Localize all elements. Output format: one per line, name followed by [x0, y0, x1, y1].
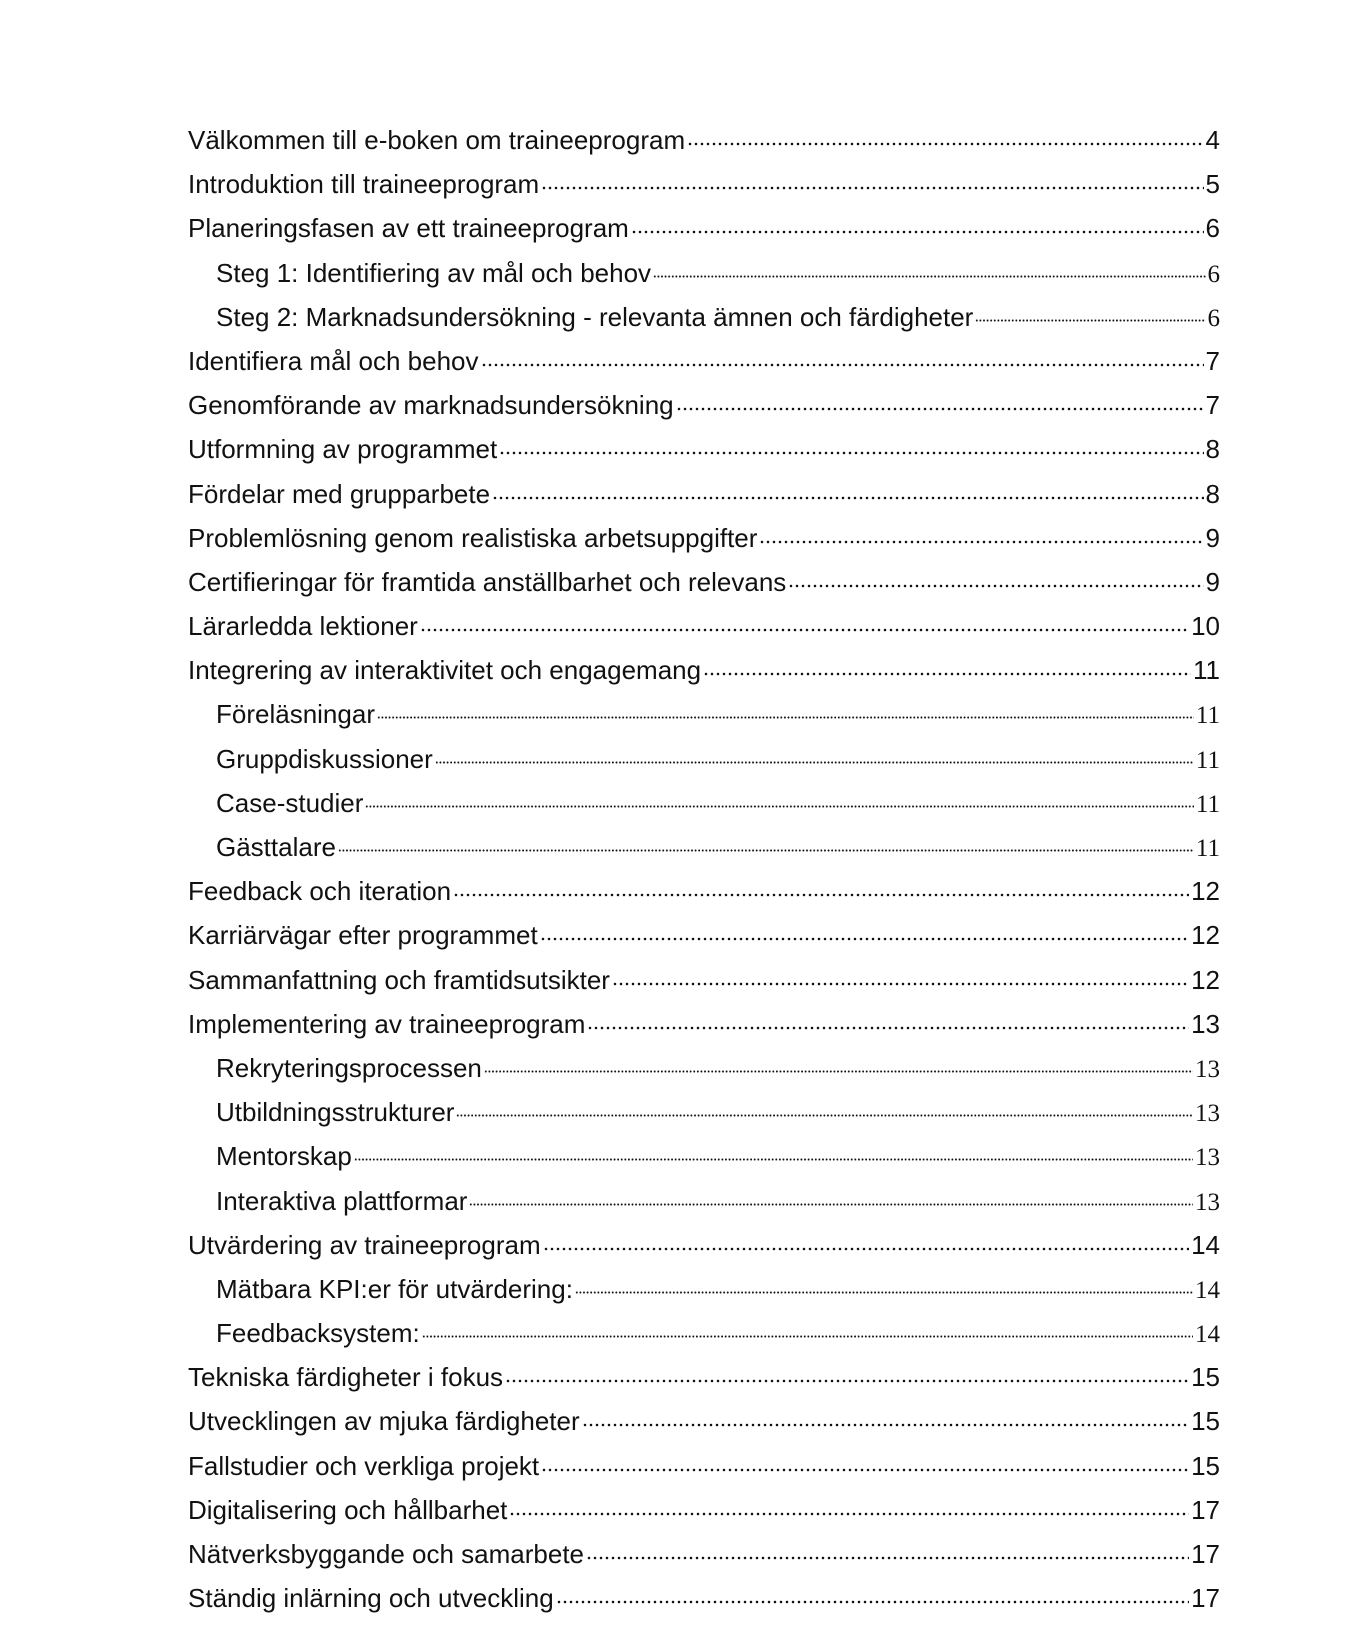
dot-leader — [582, 1423, 1189, 1427]
dot-leader — [687, 142, 1203, 146]
toc-entry[interactable] — [188, 118, 1220, 162]
toc-entry-page-number: 8 — [1205, 434, 1220, 465]
toc-entry[interactable] — [188, 1134, 1220, 1178]
toc-entry-title: Utformning av programmet — [188, 434, 498, 465]
toc-entry-title: Feedbacksystem: — [216, 1318, 420, 1349]
dot-leader — [377, 716, 1194, 719]
toc-entry-title: Mätbara KPI:er för utvärdering: — [216, 1273, 573, 1304]
toc-entry[interactable] — [188, 339, 1220, 383]
toc-entry[interactable] — [188, 913, 1220, 957]
dot-leader — [631, 230, 1204, 234]
toc-entry[interactable] — [188, 560, 1220, 604]
table-of-contents — [188, 118, 1220, 1620]
toc-entry[interactable] — [188, 472, 1220, 516]
toc-entry[interactable] — [188, 1488, 1220, 1532]
toc-entry-page-number: 9 — [1205, 522, 1220, 553]
toc-entry[interactable] — [188, 1002, 1220, 1046]
toc-entry[interactable] — [188, 1267, 1220, 1311]
toc-entry-title: Steg 1: Identifiering av mål och behov — [216, 257, 652, 288]
toc-entry[interactable] — [188, 1046, 1220, 1090]
dot-leader — [509, 1512, 1189, 1516]
dot-leader — [975, 319, 1205, 322]
dot-leader — [338, 849, 1194, 852]
toc-entry-page-number: 10 — [1191, 611, 1220, 642]
toc-entry-title: Karriärvägar efter programmet — [188, 920, 538, 951]
toc-entry-page-number: 14 — [1195, 1321, 1220, 1349]
toc-entry-title: Case-studier — [216, 787, 364, 818]
toc-entry[interactable] — [188, 1355, 1220, 1399]
toc-entry[interactable] — [188, 1179, 1220, 1223]
toc-entry-page-number: 6 — [1207, 304, 1220, 332]
toc-entry-title: Steg 2: Marknadsundersökning - relevanta ämnen och färdigheter — [216, 301, 974, 332]
dot-leader — [456, 1114, 1193, 1117]
toc-entry-title: Rekryteringsprocessen — [216, 1052, 482, 1083]
toc-entry[interactable] — [188, 781, 1220, 825]
toc-entry-title: Digitalisering och hållbarhet — [188, 1494, 508, 1525]
toc-entry-page-number: 11 — [1195, 702, 1220, 730]
dot-leader — [788, 584, 1203, 588]
dot-leader — [492, 496, 1203, 500]
dot-leader — [653, 275, 1205, 278]
toc-entry-page-number: 15 — [1191, 1450, 1220, 1481]
toc-entry-title: Planeringsfasen av ett traineeprogram — [188, 213, 629, 244]
toc-entry-page-number: 15 — [1191, 1406, 1220, 1437]
toc-entry-page-number: 17 — [1191, 1494, 1220, 1525]
toc-entry-page-number: 9 — [1205, 566, 1220, 597]
dot-leader — [365, 805, 1194, 808]
toc-entry-title: Problemlösning genom realistiska arbetsuppgifter — [188, 522, 758, 553]
toc-entry[interactable] — [188, 1090, 1220, 1134]
dot-leader — [453, 893, 1189, 897]
toc-entry-title: Genomförande av marknadsundersökning — [188, 390, 674, 421]
toc-entry[interactable] — [188, 958, 1220, 1002]
toc-entry-title: Nätverksbyggande och samarbete — [188, 1539, 585, 1569]
toc-entry[interactable] — [188, 737, 1220, 781]
toc-entry-title: Utvärdering av traineeprogram — [188, 1229, 541, 1260]
dot-leader — [499, 451, 1203, 455]
toc-entry[interactable] — [188, 427, 1220, 471]
toc-entry-title: Fördelar med grupparbete — [188, 478, 491, 509]
toc-entry[interactable] — [188, 162, 1220, 206]
toc-entry-title: Feedback och iteration — [188, 876, 452, 907]
dot-leader — [676, 407, 1204, 411]
toc-entry-page-number: 6 — [1205, 213, 1220, 244]
toc-entry-page-number: 12 — [1191, 920, 1220, 951]
toc-entry-page-number: 7 — [1205, 345, 1220, 376]
toc-entry-title: Utvecklingen av mjuka färdigheter — [188, 1406, 580, 1437]
dot-leader — [586, 1556, 1189, 1560]
toc-entry-title: Certifieringar för framtida anställbarhet och relevans — [188, 566, 787, 597]
toc-entry-page-number: 11 — [1193, 655, 1220, 686]
toc-entry-page-number: 13 — [1195, 1100, 1220, 1128]
toc-entry-title: Lärarledda lektioner — [188, 611, 418, 642]
toc-entry-page-number: 8 — [1205, 478, 1220, 509]
toc-entry-page-number: 6 — [1207, 260, 1220, 288]
toc-entry-page-number: 13 — [1195, 1055, 1220, 1083]
toc-entry-page-number: 4 — [1205, 125, 1220, 155]
toc-entry-title: Fallstudier och verkliga projekt — [188, 1450, 540, 1481]
dot-leader — [354, 1158, 1193, 1161]
toc-entry-page-number: 12 — [1191, 876, 1220, 907]
toc-entry-title: Identifiera mål och behov — [188, 345, 479, 376]
toc-entry-page-number: 11 — [1195, 746, 1220, 774]
toc-entry-page-number: 13 — [1195, 1144, 1220, 1172]
dot-leader — [703, 672, 1191, 676]
toc-entry-page-number: 7 — [1205, 390, 1220, 421]
toc-entry-page-number: 13 — [1191, 1008, 1220, 1039]
toc-entry-page-number: 12 — [1191, 964, 1220, 995]
toc-entry-title: Gruppdiskussioner — [216, 743, 433, 774]
dot-leader — [541, 1468, 1189, 1472]
toc-entry[interactable] — [188, 206, 1220, 250]
dot-leader — [469, 1203, 1193, 1206]
toc-entry-title: Mentorskap — [216, 1141, 352, 1172]
toc-entry[interactable] — [188, 1311, 1220, 1355]
dot-leader — [541, 186, 1203, 190]
toc-entry-title: Ständig inlärning och utveckling — [188, 1583, 554, 1614]
toc-entry-page-number: 17 — [1191, 1583, 1220, 1614]
toc-entry-page-number: 14 — [1195, 1276, 1220, 1304]
dot-leader — [420, 628, 1189, 632]
toc-entry[interactable] — [188, 295, 1220, 339]
dot-leader — [505, 1379, 1189, 1383]
toc-entry-page-number: 13 — [1195, 1188, 1220, 1216]
dot-leader — [540, 937, 1189, 941]
toc-entry-title: Gästtalare — [216, 832, 336, 862]
toc-entry[interactable] — [188, 516, 1220, 560]
toc-entry[interactable] — [188, 251, 1220, 295]
toc-entry-title: Föreläsningar — [216, 699, 375, 730]
dot-leader — [481, 363, 1204, 367]
toc-entry-title: Sammanfattning och framtidsutsikter — [188, 964, 610, 995]
toc-entry[interactable] — [188, 604, 1220, 648]
dot-leader — [556, 1600, 1189, 1604]
toc-entry-title: Utbildningsstrukturer — [216, 1097, 455, 1128]
dot-leader — [422, 1335, 1193, 1338]
toc-entry[interactable] — [188, 1399, 1220, 1443]
toc-entry-title: Implementering av traineeprogram — [188, 1008, 586, 1039]
toc-entry-title: Integrering av interaktivitet och engagemang — [188, 655, 702, 686]
toc-entry[interactable] — [188, 383, 1220, 427]
dot-leader — [612, 982, 1189, 986]
dot-leader — [484, 1070, 1193, 1073]
toc-entry-page-number: 11 — [1195, 790, 1220, 818]
toc-entry[interactable] — [188, 1532, 1220, 1576]
toc-entry[interactable] — [188, 1576, 1220, 1620]
dot-leader — [759, 540, 1203, 544]
toc-entry-page-number: 15 — [1191, 1362, 1220, 1393]
toc-entry[interactable] — [188, 825, 1220, 869]
toc-entry-page-number: 11 — [1195, 835, 1220, 862]
dot-leader — [587, 1026, 1189, 1030]
toc-entry-page-number: 14 — [1191, 1229, 1220, 1260]
toc-entry-title: Välkommen till e-boken om traineeprogram — [188, 125, 686, 155]
toc-entry-title: Tekniska färdigheter i fokus — [188, 1362, 504, 1393]
toc-entry[interactable] — [188, 648, 1220, 692]
toc-entry-title: Interaktiva plattformar — [216, 1185, 468, 1216]
toc-entry[interactable] — [188, 869, 1220, 913]
toc-entry-page-number: 17 — [1191, 1539, 1220, 1569]
toc-entry[interactable] — [188, 692, 1220, 736]
dot-leader — [543, 1247, 1189, 1251]
toc-entry-title: Introduktion till traineeprogram — [188, 169, 540, 200]
dot-leader — [575, 1291, 1193, 1294]
toc-entry-page-number: 5 — [1205, 169, 1220, 200]
dot-leader — [435, 761, 1194, 764]
toc-entry[interactable] — [188, 1223, 1220, 1267]
toc-entry[interactable] — [188, 1444, 1220, 1488]
